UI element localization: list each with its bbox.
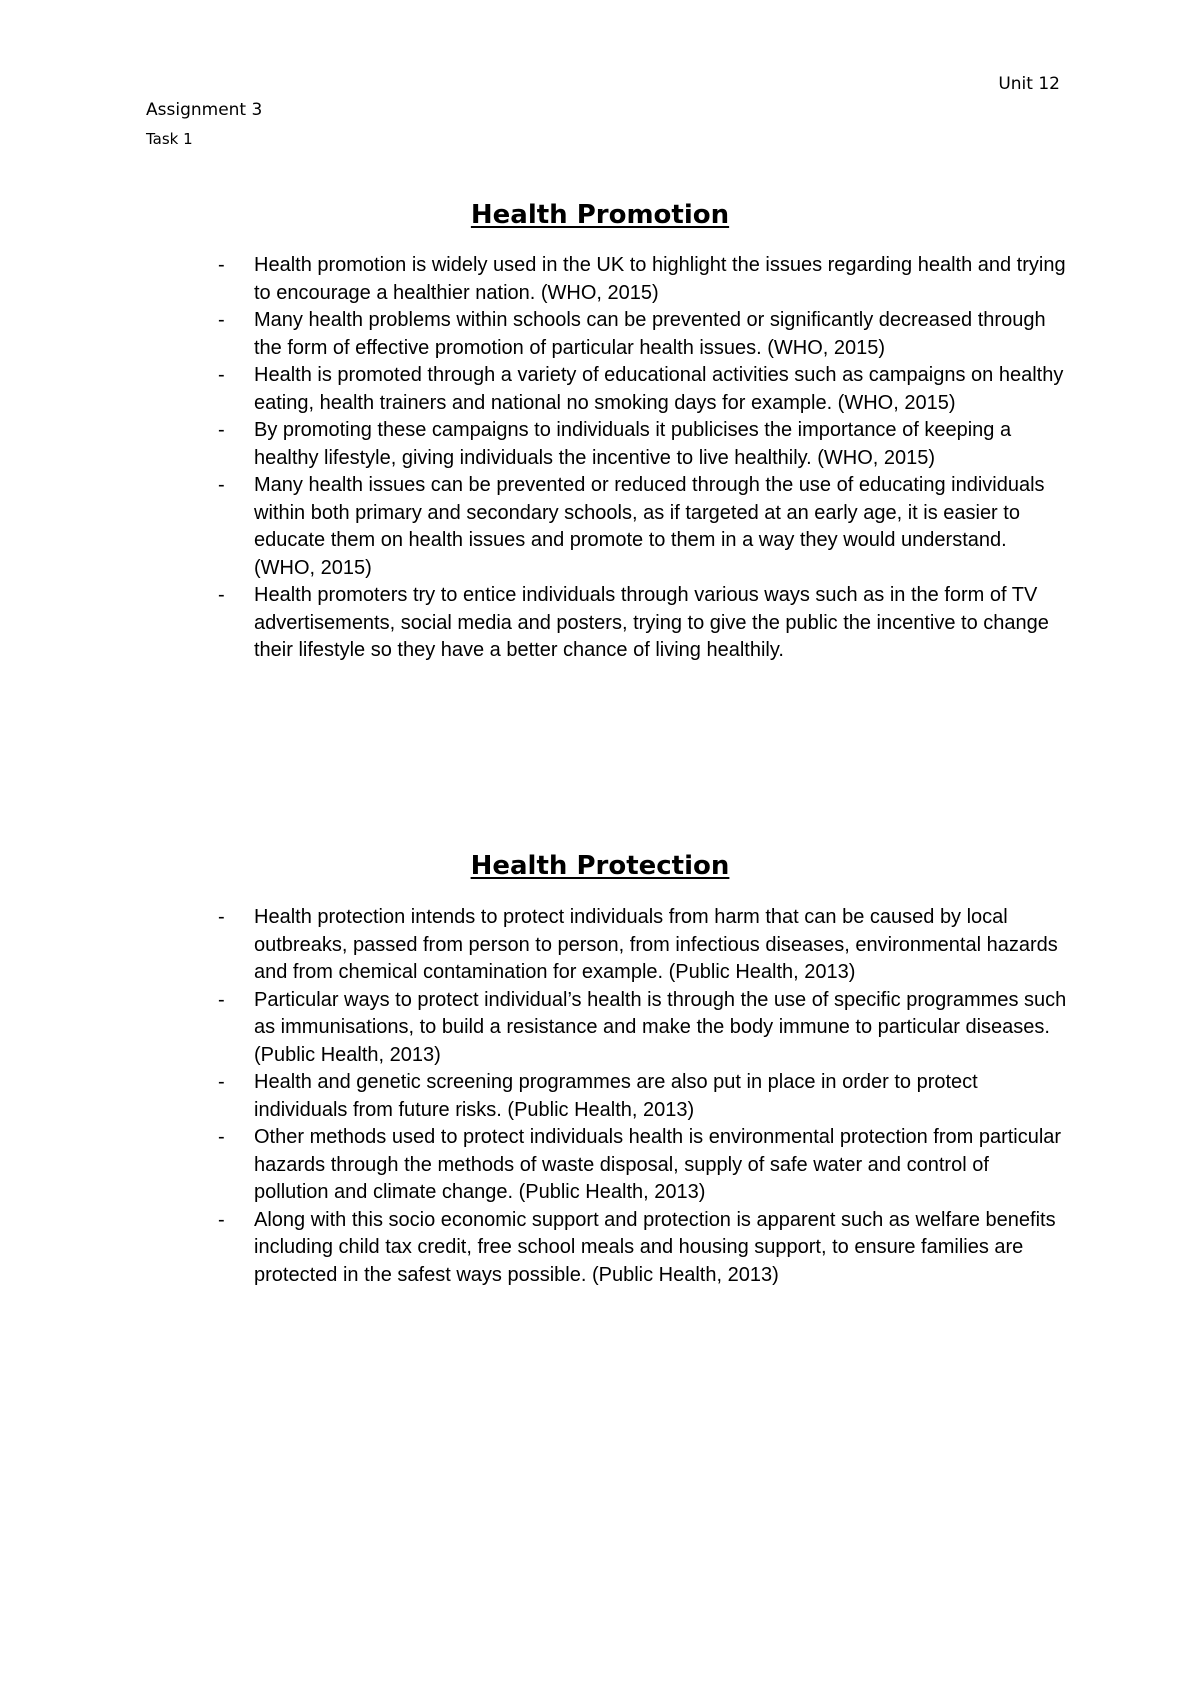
list-item-text: By promoting these campaigns to individuals it publicises the importance of keeping a healthy lifestyle, giving individuals the incentive to live healthily. (WHO, 2015) xyxy=(254,419,1012,469)
list-item xyxy=(218,362,1068,417)
list-item-text: Particular ways to protect individual’s health is through the use of specific programmes such as immunisations, to build a resistance and make the body immune to particular diseases. (Public Health, 2013) xyxy=(254,988,1067,1066)
assignment-label: Assignment 3 xyxy=(146,100,263,120)
bullet-dash: - xyxy=(218,1126,225,1148)
list-item xyxy=(218,987,1068,1070)
unit-label: Unit 12 xyxy=(998,74,1060,94)
bullet-dash: - xyxy=(218,419,225,441)
health-protection-list xyxy=(218,904,1068,1289)
list-item-text: Health protection intends to protect individuals from harm that can be caused by local outbreaks, passed from person to person, from infectious diseases, environmental hazards and from chemical contamination for example. (Public Health, 2013) xyxy=(254,906,1058,983)
bullet-dash: - xyxy=(218,584,225,606)
list-item xyxy=(218,307,1068,362)
bullet-dash: - xyxy=(218,254,225,276)
list-item-text: Other methods used to protect individuals health is environmental protection from particular hazards through the methods of waste disposal, supply of safe water and control of pollution and climate change. (Public Health, 2013) xyxy=(254,1126,1062,1203)
list-item-text: Health promoters try to entice individuals through various ways such as in the form of TV advertisements, social media and posters, trying to give the public the incentive to change their lifestyle so they have a better chance of living healthily. xyxy=(254,584,1049,661)
list-item xyxy=(218,252,1068,307)
bullet-dash: - xyxy=(218,474,225,496)
bullet-dash: - xyxy=(218,988,225,1011)
bullet-dash: - xyxy=(218,1208,225,1231)
section-title-health-protection: Health Protection xyxy=(470,851,730,881)
bullet-dash: - xyxy=(218,906,225,928)
list-item-text: Health is promoted through a variety of educational activities such as campaigns on healthy eating, health trainers and national no smoking days for example. (WHO, 2015) xyxy=(254,364,1064,414)
section-title-health-promotion: Health Promotion xyxy=(470,200,730,230)
list-item-text: Many health problems within schools can be prevented or significantly decreased through the form of effective promotion of particular health issues. (WHO, 2015) xyxy=(254,309,1046,359)
list-item xyxy=(218,1207,1068,1290)
list-item xyxy=(218,582,1068,665)
bullet-dash: - xyxy=(218,309,225,331)
list-item xyxy=(218,904,1068,987)
list-item-text: Health promotion is widely used in the UK to highlight the issues regarding health and trying to encourage a healthier nation. (WHO, 2015) xyxy=(254,254,1066,304)
list-item-text: Along with this socio economic support and protection is apparent such as welfare benefits including child tax credit, free school meals and housing support, to ensure families are protected in the safest ways possible. (Public Health, 2013) xyxy=(254,1208,1056,1286)
list-item-text: Many health issues can be prevented or reduced through the use of educating individuals within both primary and secondary schools, as if targeted at an early age, it is easier to educate them on health issues and promote to them in a way they would understand. (WHO, 2015) xyxy=(254,474,1045,579)
health-promotion-list xyxy=(218,252,1068,665)
bullet-dash: - xyxy=(218,1071,225,1093)
list-item xyxy=(218,472,1068,582)
task-label: Task 1 xyxy=(146,130,193,148)
list-item xyxy=(218,417,1068,472)
list-item xyxy=(218,1069,1068,1124)
list-item xyxy=(218,1124,1068,1207)
bullet-dash: - xyxy=(218,364,225,386)
list-item-text: Health and genetic screening programmes are also put in place in order to protect individuals from future risks. (Public Health, 2013) xyxy=(254,1071,978,1121)
